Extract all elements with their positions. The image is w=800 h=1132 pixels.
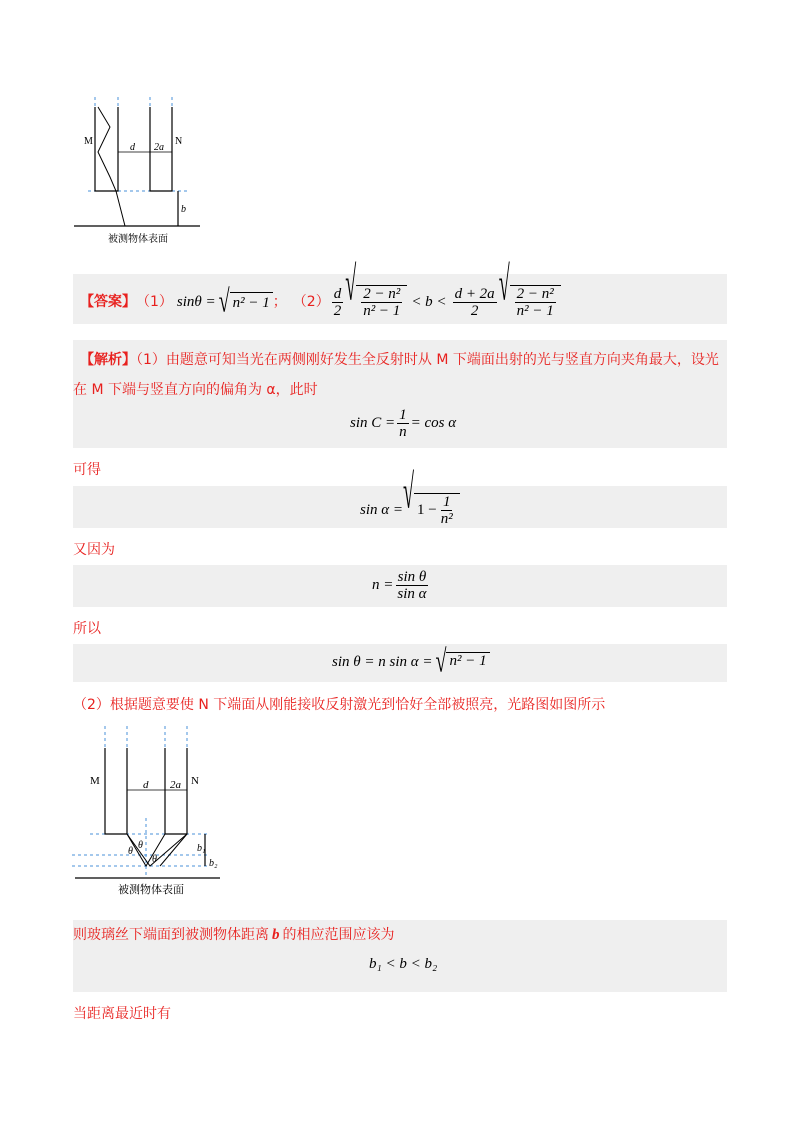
answer-line — [80, 258, 561, 319]
fig2-light-paths — [127, 834, 187, 866]
answer-p2-left-frac: $\frac{d}{2}$ — [333, 285, 342, 319]
answer-p2-right-frac: $\frac{d + 2a}{2}$ — [454, 285, 495, 319]
fig1-label-d: d — [130, 142, 135, 153]
eq2: sin α = √ 1 − $\frac{1}{\text{n²}}$ — [360, 493, 460, 527]
keyi-label: 可得 — [73, 462, 101, 478]
fig2-label-b2: b₂ — [209, 858, 218, 869]
fig2-label-theta-3: θ — [152, 854, 157, 865]
part2-line: （2）根据题意要使 N 下端面从刚能接收反射激光到恰好全部被照亮，光路图如图所示 — [73, 697, 606, 713]
answer-part1-sqrt: √ n² − 1 — [219, 292, 273, 313]
answer-sep: ； — [272, 294, 287, 310]
fig1-label-m: M — [84, 136, 93, 147]
fig2-label-m: M — [90, 775, 100, 787]
fig2-caption: 被测物体表面 — [118, 883, 184, 896]
analysis-line2: 在 M 下端与竖直方向的偏角为 α，此时 — [73, 382, 318, 398]
analysis-line1 — [80, 350, 719, 370]
answer-part1-prefix: （1） — [136, 294, 173, 310]
fig1-caption: 被测物体表面 — [108, 234, 168, 245]
fig2-label-2a: 2a — [170, 779, 181, 791]
answer-p2-lt: < b < — [411, 294, 447, 310]
answer-part2-prefix: （2） — [292, 294, 330, 310]
analysis-line1-text: （1）由题意可知当光在两侧刚好发生全反射时从 M 下端面出射的光与竖直方向夹角最大，设光 — [136, 352, 719, 368]
youyinwei-label: 又因为 — [73, 542, 115, 558]
eq3: n = $\frac{\text{sin θ}}{\text{sin α}}$ — [372, 569, 427, 602]
fig2-label-b1: b₁ — [197, 843, 206, 854]
answer-part1-lhs: sinθ = — [176, 294, 216, 310]
analysis-tag: 【解析】 — [80, 352, 136, 368]
eq4: sin θ = n sin α = √ n² − 1 — [332, 652, 490, 672]
fig2-label-theta-1: θ — [128, 846, 133, 857]
last-line: 当距离最近时有 — [73, 1006, 171, 1022]
answer-tag: 【答案】 — [80, 294, 136, 310]
fig2-label-d: d — [143, 779, 149, 791]
fig2-fibers — [75, 748, 220, 878]
answer-p2-sqrt-2: √ $\frac{\text{2 − n²}}{\text{n² − 1}}$ — [499, 285, 561, 319]
answer-p2-sqrt-1: √ $\frac{\text{2 − n²}}{\text{n² − 1}}$ — [345, 285, 407, 319]
fig2-label-theta-2: θ — [138, 840, 143, 851]
fig1-label-2a: 2a — [154, 142, 164, 153]
fig2-label-n: N — [191, 775, 199, 787]
suoyi-label: 所以 — [73, 621, 101, 637]
conclusion-line1: 则玻璃丝下端面到被测物体距离 b 的相应范围应该为 — [73, 927, 395, 943]
figure-1-diagram — [70, 92, 210, 252]
fig2-dashed-lines — [72, 726, 210, 878]
eq5: b₁ < b < b₂ — [369, 956, 438, 972]
fig1-light-path — [98, 107, 125, 226]
eq1: sin C = $\frac{1}{n}$ = cos α — [350, 407, 457, 440]
fig1-label-b: b — [181, 204, 186, 215]
fig1-label-n: N — [175, 136, 183, 147]
figure-2-diagram — [70, 718, 230, 898]
